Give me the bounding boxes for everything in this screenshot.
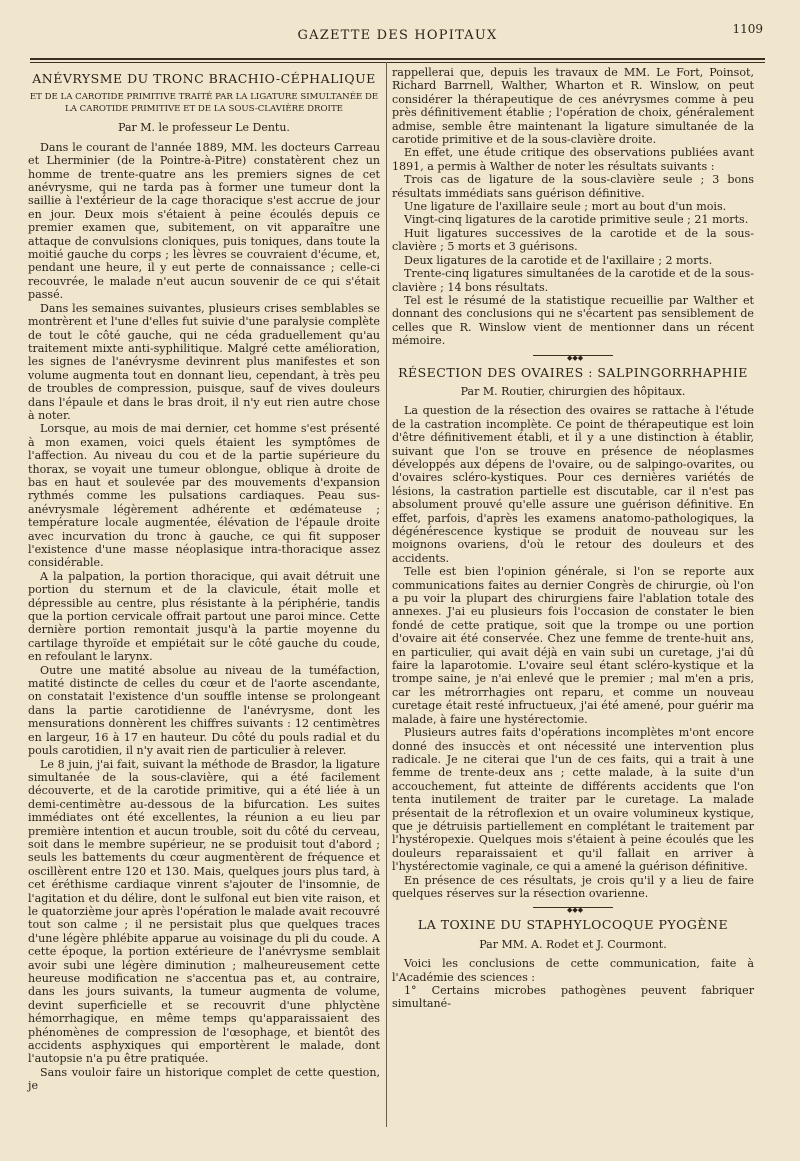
paragraph: Outre une matité absolue au niveau de la tuméfaction, matité distincte de celles du cœur et de l'aorte ascendante, on constatait l'existence d'un souffle intense se prolongeant dans la partie carotidienne de l'anévrysme, dont les mensurations donnèrent les chiffres suivants : 12 centimètres en largeur, 16 à 17 en hauteur. Du côté du pouls radial et du pouls carotidien, il n'y avait rien de particulier à relever. <box>28 663 380 758</box>
section-separator <box>533 353 613 362</box>
journal-title: GAZETTE DES HOPITAUX <box>297 28 498 43</box>
right-column <box>392 62 754 1011</box>
paragraph: Dans les semaines suivantes, plusieurs crises semblables se montrèrent et l'une d'elles fut suivie d'une paralysie complète de tout le côté gauche, qui ne céda graduellement qu'au traitement mixte anti-syphilitique. Malgré cette amélioration, les signes de l'anévrysme devinrent plus manifestes et son volume augmenta tout en donnant lieu, cependant, à très peu de troubles de compression, puisque, sauf de vives douleurs dans l'épaule et dans le bras droit, il n'y eut rien autre chose à noter. <box>28 301 380 422</box>
page-number: 1109 <box>732 22 763 36</box>
paragraph: Lorsque, au mois de mai dernier, cet homme s'est présenté à mon examen, voici quels étaient les symptômes de l'affection. Au niveau du cou et de la partie supérieure du thorax, se voyait une tumeur oblongue, oblique à droite de bas en haut et soulevée par des mouvements d'expansion rythmés comme les pulsations cardiaques. Peau sus-anévrysmale légèrement adhérente et œdémateuse ; température locale augmentée, élévation de l'épaule droite avec incurvation du tronc à gauche, ce qui fit supposer l'existence d'une masse néoplasique intra-thoracique assez considérable. <box>28 422 380 570</box>
paragraph: 1° Certains microbes pathogènes peuvent fabriquer simultané- <box>392 984 754 1011</box>
paragraph: Sans vouloir faire un historique complet de cette question, je <box>28 1065 380 1093</box>
separator-ornament: ◆◆◆ <box>567 353 584 362</box>
article-byline: Par M. le professeur Le Dentu. <box>118 121 290 135</box>
paragraph: En présence de ces résultats, je crois qu'il y a lieu de faire quelques réserves sur la résection ovarienne. <box>392 873 754 900</box>
article-title: LA TOXINE DU STAPHYLOCOQUE PYOGÈNE <box>417 917 729 933</box>
article-subtitle: ET DE LA CAROTIDE PRIMITIVE TRAITÉ PAR LA LIGATURE SIMULTANÉE DE LA CAROTIDE PRIMITIVE ET DE LA SOUS-CLAVIÈRE DROITE <box>29 92 379 115</box>
article-title: RÉSECTION DES OVAIRES : SALPINGORRHAPHIE <box>398 364 748 380</box>
paragraph: Trente-cinq ligatures simultanées de la carotide et de la sous-clavière ; 14 bons résultats. <box>392 267 754 294</box>
paragraph: Une ligature de l'axillaire seule ; mort au bout d'un mois. <box>404 200 727 214</box>
article-byline: Par M. Routier, chirurgien des hôpitaux. <box>460 384 686 398</box>
paragraph: Vingt-cinq ligatures de la carotide primitive seule ; 21 morts. <box>404 213 749 227</box>
separator-ornament: ◆◆◆ <box>567 906 584 915</box>
paragraph: Le 8 juin, j'ai fait, suivant la méthode de Brasdor, la ligature simultanée de la sous-clavière, qui a été facilement découverte, et de la carotide primitive, qui a été liée à un demi-centimètre au-dessous de la bifurcation. Les suites immédiates ont été excellentes, la réunion a eu lieu par première intention et aucun trouble, soit du côté du cerveau, soit dans le membre supérieur, ne se produisit tout d'abord ; seuls les battements du cœur augmentèrent de fréquence et oscillèrent entre 120 et 130. Mais, quelques jours plus tard, à cet éréthisme cardiaque vinrent s'ajouter de l'insomnie, de l'agitation et du délire, dont le sulfonal eut bien vite raison, et le quatorzième jour après l'opération le malade avait recouvré tout son calme ; il ne persistait plus que quelques traces d'une légère phlébite apparue au voisinage du pli du coude. A cette époque, la portion extérieure de l'anévrysme semblait avoir subi une légère diminution ; malheureusement cette heureuse modification ne s'accentua pas et, au contraire, dans les jours suivants, la tumeur augmenta de volume, devint superficielle et se recouvrit d'une phlyctène hémorrhagique, en même temps qu'apparaissaient des phénomènes de compression de l'œsophage, et bientôt des accidents asphyxiques qui emportèrent le malade, dont l'autopsie n'a pu être pratiquée. <box>28 757 380 1066</box>
paragraph: Telle est bien l'opinion générale, si l'on se reporte aux communications faites au dernier Congrès de chirurgie, où l'on a pu voir la plupart des chirurgiens faire l'ablation totale des annexes. J'ai eu plusieurs fois l'occasion de constater le bien fondé de cette pratique, soit que la trompe ou une portion d'ovaire ait été conservée. Chez une femme de trente-huit ans, en particulier, qui avait déjà en vain subi un curetage, j'ai dû faire la laparotomie. L'ovaire seul étant scléro-kystique et la trompe saine, je n'ai enlevé que le premier ; mal m'en a pris, car les métrorrhagies ont reparu, et comme un nouveau curetage était resté infructueux, j'ai été amené, pour guérir ma malade, à faire une hystérectomie. <box>392 565 754 726</box>
page-header <box>30 22 765 60</box>
article-byline: Par MM. A. Rodet et J. Courmont. <box>479 937 667 951</box>
paragraph: Voici les conclusions de cette communication, faite à l'Académie des sciences : <box>392 957 754 984</box>
paragraph: Tel est le résumé de la statistique recueillie par Walther et donnant des conclusions qui ne s'écartent pas sensiblement de celles que R. Winslow vient de mentionner dans un récent mémoire. <box>392 293 754 348</box>
paragraph: Trois cas de ligature de la sous-clavière seule ; 3 bons résultats immédiats sans guérison définitive. <box>392 173 754 200</box>
paragraph: En effet, une étude critique des observations publiées avant 1891, a permis à Walther de noter les résultats suivants : <box>392 146 754 173</box>
paragraph: rappellerai que, depuis les travaux de MM. Le Fort, Poinsot, Richard Barrnell, Walther, Wharton et R. Winslow, on peut considérer la thérapeutique de ces anévrysmes comme à peu près définitivement établie ; l'opération de choix, généralement admise, semble être maintenant la ligature simultanée de la carotide primitive et de la sous-clavière droite. <box>392 66 754 147</box>
paragraph: Huit ligatures successives de la carotide et de la sous-clavière ; 5 morts et 3 guérisons. <box>392 226 754 254</box>
section-separator <box>533 906 613 915</box>
left-column <box>28 62 380 1093</box>
article-title: ANÉVRYSME DU TRONC BRACHIO-CÉPHALIQUE <box>32 71 376 86</box>
paragraph: Plusieurs autres faits d'opérations incomplètes m'ont encore donné des insuccès et ont nécessité une intervention plus radicale. Je ne citerai que l'un de ces faits, qui a trait à une femme de trente-deux ans ; cette malade, à la suite d'un accouchement, fut atteinte de différents accidents que l'on tenta inutilement de traiter par le curetage. La malade présentait de la rétroflexion et un ovaire volumineux kystique, que je détruisis partiellement en complétant le traitement par l'hystéropexie. Quelques mois s'étaient à peine écoulés que les douleurs reparaissaient et qu'il fallait en arriver à l'hystérectomie vaginale, ce qui a amené la guérison définitive. <box>392 726 754 874</box>
paragraph: Dans le courant de l'année 1889, MM. les docteurs Carreau et Lherminier (de la Pointre-à-Pitre) constatèrent chez un homme de trente-quatre ans les premiers signes de cet anévrysme, qui ne tarda pas à former une tumeur dont la saillie à l'extérieur de la cage thoracique s'est accrue de jour en jour. Deux mois s'étaient à peine écoulés depuis ce premier examen que, subitement, on vit apparaître une attaque de convulsions cloniques, puis toniques, dans toute la moitié gauche du corps ; les lèvres se couvraient d'écume, et, pendant une heure, il y eut perte de connaissance ; celle-ci recouvrée, le malade n'eut aucun souvenir de ce qui s'était passé. <box>28 140 380 302</box>
column-divider <box>386 62 387 1127</box>
paragraph: A la palpation, la portion thoracique, qui avait détruit une portion du sternum et de la clavicule, était molle et dépressible au centre, plus résistante à la périphérie, tandis que la portion cervicale offrait partout une paroi mince. Cette dernière portion remontait jusqu'à la partie moyenne du cartilage thyroïde et empiétait sur le côté gauche du coude, en refoulant le larynx. <box>28 569 380 664</box>
paragraph: Deux ligatures de la carotide et de l'axillaire ; 2 morts. <box>404 253 713 267</box>
paragraph: La question de la résection des ovaires se rattache à l'étude de la castration incomplète. Ce point de thérapeutique est loin d'être définitivement établi, et il y a une distinction à établir, suivant que l'on se trouve en présence de néoplasmes développés aux dépens de l'ovaire, ou de salpingo-ovarites, ou d'ovaires scléro-kystiques. Pour ces dernières variétés de lésions, la castration partielle est discutable, car il n'est pas absolument prouvé qu'elle assure une guérison définitive. En effet, parfois, d'après les examens anatomo-pathologiques, la dégénérescence kystique se produit de nouveau sur les moignons ovariens, d'où le retour des douleurs et des accidents. <box>392 404 754 565</box>
